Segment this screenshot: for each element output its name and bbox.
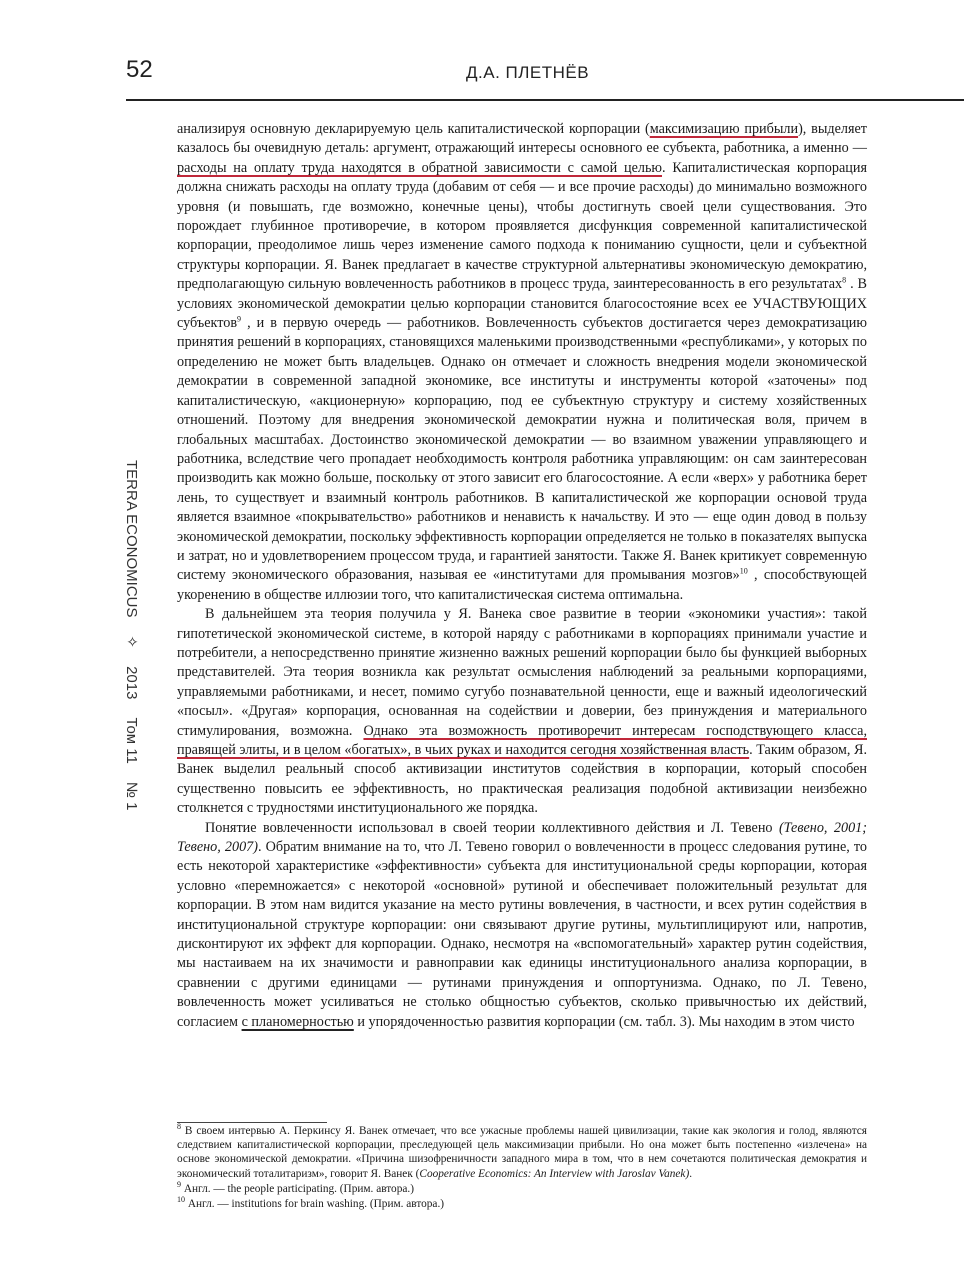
text: , способствующей укоренению в обществе иллюзии того, что капиталистическая система оптимальна. (177, 567, 867, 603)
highlight-underline: с планомерностью (241, 1013, 354, 1030)
highlight-underline: расходы на оплату труда находятся в обратной зависимости с самой целью (177, 159, 663, 176)
footnote-rule (177, 1122, 327, 1123)
highlight-underline: максимизацию прибыли (649, 121, 799, 137)
page-number: 52 (126, 56, 153, 83)
text: . Капиталистическая корпорация должна снижать расходы на оплату труда (добавим от себя — и все прочие расходы) до минимально возможного уровня (и повышать, где возможно, конечные цены), чтобы достигнуть своей цели существования. Это порождает глубинное противоречие, в котором проявляется дисфункция современной капиталистической корпорации, преодолимое лишь через изменение самого подхода к пониманию сущности, цели и субъектной структуры корпорации. Я. Ванек предлагает в качестве структурной альтернативы экономическую демократию, предполагающую сильную вовлеченность работников в процесс труда, заинтересованность в его результатах (177, 159, 867, 293)
text: Англ. — institutions for brain washing. (Прим. автора.) (185, 1198, 445, 1211)
citation: (Тевено, 2001; Тевено, 2007) (177, 819, 867, 856)
text: Англ. — the people participating. (Прим. автора.) (181, 1182, 414, 1195)
running-head-author: Д.А. ПЛЕТНЁВ (466, 63, 590, 82)
text: . В условиях экономической демократии целью корпорации становится благосостояние всех ее УЧАСТВУЮЩИХ субъектов (177, 276, 867, 332)
source-title: Cooperative Economics: An Interview with Jaroslav Vanek) (419, 1167, 690, 1180)
text: Понятие вовлеченности использовал в своей теории коллективного действия и Л. Тевено (205, 819, 779, 836)
text: анализируя основную декларируемую цель капиталистической корпорации ( (177, 121, 650, 137)
article-body (177, 120, 867, 1032)
paragraph-2 (177, 605, 867, 818)
journal-volume: Том 11 (123, 717, 141, 764)
header-rule (126, 99, 964, 101)
footnote-number: 9 (177, 1180, 181, 1190)
footnote-10 (177, 1197, 867, 1211)
text: В дальнейшем эта теория получила у Я. Ванека свое развитие в теории «экономики участия»: такой гипотетической экономической системе, в которой наряду с работниками в корпорациях принимали участие и потребители, а непосредственно принятие жизненно важных решений корпорации было бы функцией выборных представителей. Эта теория возникла как результат осмысления наблюдений за реальными корпорациями, управляемыми работниками, и несет, помимо сугубо познавательной ценности, еще и важный идеологический «посыл». «Другая» корпорация, основанная на содействии и доверии, без принуждения и материального стимулирования, возможна. (177, 606, 867, 739)
text: . Таким образом, Я. Ванек выделил реальный способ активизации институтов содействия в корпорации, который способен существенно повысить ее эффективность, но практическая реализация подобной активизации неизбежно столкнется с трудностями институционального же порядка. (177, 742, 867, 817)
text: В своем интервью А. Перкинсу Я. Ванек отмечает, что все ужасные проблемы нашей цивилизации, такие как экология и голод, являются следствием капиталистической корпорации, преследующей цель максимизации прибыли. Но она может быть постепенно «излечена» на основе экономической демократии. «Причина шизофреничности западного мира в том, что в нем сочетаются политическая демократия и экономический тоталитаризм», говорит Я. Ванек ( (177, 1125, 867, 1180)
text: . (689, 1167, 693, 1180)
footnote-ref-10[interactable]: 10 (739, 566, 748, 576)
footnote-ref-8[interactable]: 8 (842, 275, 847, 285)
text: и упорядоченностью развития корпорации (см. табл. 3). Мы находим в этом чисто (353, 1013, 855, 1030)
text: , и в первую очередь — работников. Вовлеченность субъектов достигается через демократизацию принятия решений в корпорациях, становящихся маленькими производственными «республиками», у которых по определению не может быть владельцев. Однако он отмечает и сложность внедрения модели экономической демократии в современной западной экономике, все институты и инструменты которой «заточены» под капиталистическую, «акционерную» корпорацию, под ее субъектную структуру и систему хозяйственных отношений. Поэтому для внедрения экономической демократии нужна и политическая воля, причем в глобальных масштабах. Достоинство экономической демократии — во взаимном уважении управляющего и работника, вследствие чего пропадает необходимость контроля работника управляющим: он сам заинтересован производить как можно больше, поскольку от этого зависит его благосостояние. А если «верх» у работника берет лень, то существует и взаимный контроль работников. В капиталистической же корпорации основой труда является взаимное «покрывательство» работников и ненависть к начальству. И это — еще один довод в пользу экономической демократии, поскольку эффективность корпорации определяется не только в показателях выпуска и затрат, но и удовлетворением процессом труда, и гарантией занятости. Также Я. Ванек критикует современную систему экономического образования, называя ее «институтами для промывания мозгов» (177, 315, 867, 584)
journal-issue: № 1 (123, 781, 141, 811)
footnote-ref-9[interactable]: 9 (237, 314, 242, 324)
text: . Обратим внимание на то, что Л. Тевено говорил о вовлеченности в процесс следования рутине, то есть некоторой характеристике «эффективности» субъекта для институциональной среды корпорации, которая условно «перемножается» с некоторой «основной» рутиной и обеспечивает положительный результат для корпорации. В этом нам видится указание на место рутины вовлечения, в частности, и всех рутин содействия в институциональной структуре корпорации: они связывают другие рутины, мультиплицируют или, напротив, дисконтируют их эффект для корпорации. Однако, несмотря на «вспомогательный» характер рутин содействия, мы настаиваем на их значимости и равноправии как единицы институционального анализа корпорации, в сравнении с другими единицами — рутинами принуждения и оппортунизма. Однако, по Л. Тевено, вовлеченность может усиливаться не столько общностью субъектов, сколько привычностью их действий, согласием (177, 839, 867, 1030)
text: ), выделяет казалось бы очевидную деталь: аргумент, отражающий интересы основного ее субъекта, работника, а именно — (177, 121, 867, 157)
journal-sidebar (113, 460, 151, 840)
paragraph-1 (177, 120, 867, 605)
footnote-number: 10 (177, 1195, 185, 1205)
paragraph-3 (177, 819, 867, 1032)
journal-name: TERRA ECONOMICUS (123, 460, 141, 618)
journal-year: 2013 (123, 666, 141, 700)
separator-icon: ✧ (123, 635, 140, 649)
footnote-9 (177, 1182, 867, 1196)
footnote-number: 8 (177, 1122, 181, 1132)
footnote-8 (177, 1124, 867, 1181)
highlight-underline: Однако эта возможность противоречит интересам господствующего класса, правящей элиты, и в целом «богатых», в чьих руках и находится сегодня хозяйственная власть (177, 722, 867, 758)
footnotes (177, 1124, 867, 1212)
